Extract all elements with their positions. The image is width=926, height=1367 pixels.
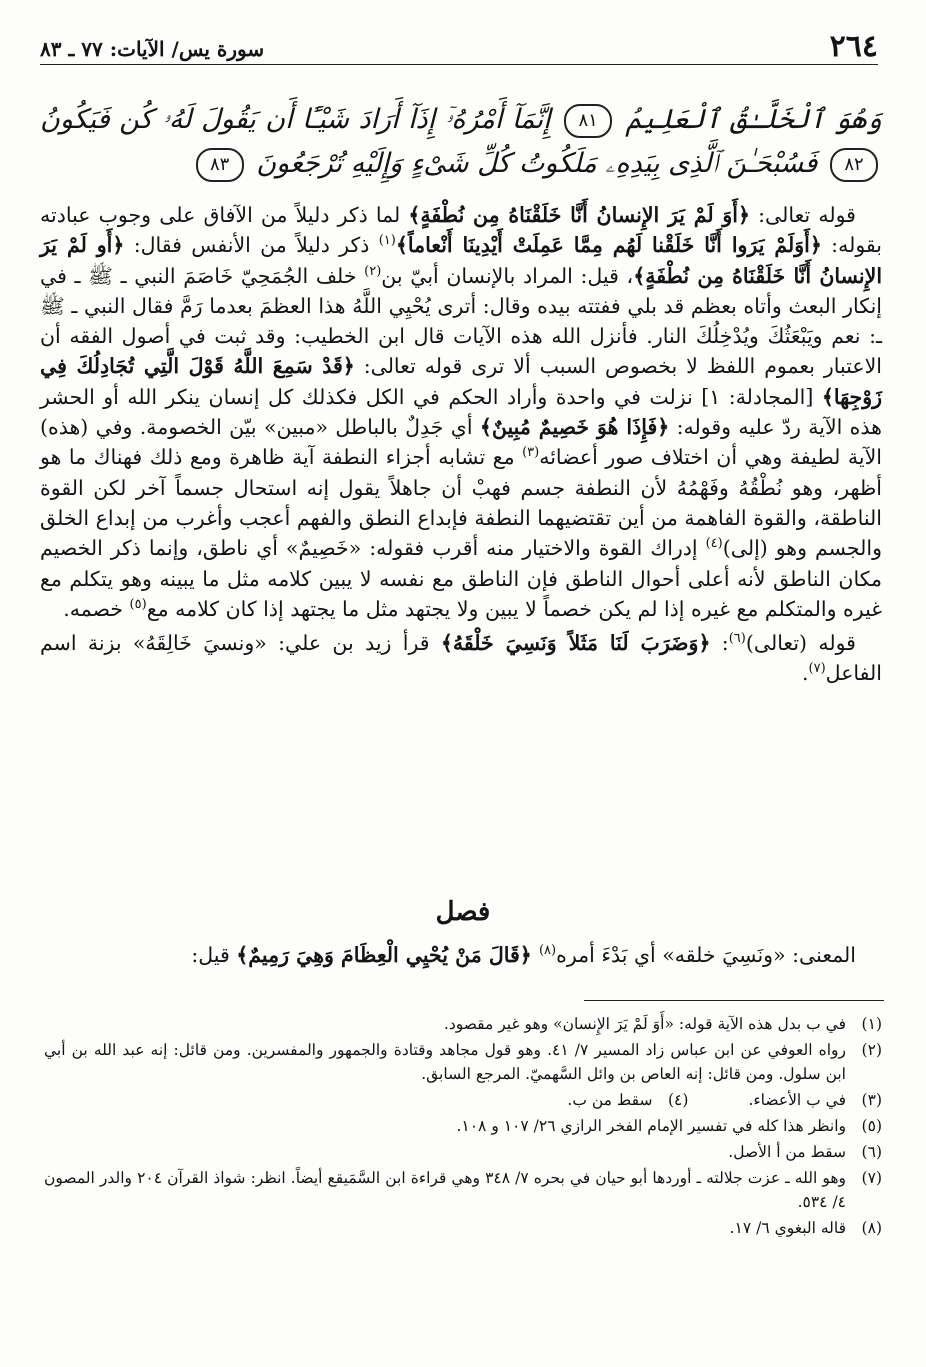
footnote-ref-4[interactable]: (٤) (705, 536, 723, 552)
quran-quote: ﴿أَوَ لَمْ يَرَ الإِنسانُ أَنَّا خَلَقْنَاهُ مِن نُطْفَةٍ﴾ (408, 203, 750, 227)
footnote-number: (٧) (861, 1169, 882, 1187)
footnote-text: وانظر هذا كله في تفسير الإمام الفخر الرازي ٢٦/ ١٠٧ و ١٠٨. (456, 1117, 846, 1135)
footnote-number: (٤) (667, 1091, 689, 1109)
text-run: . (802, 661, 809, 686)
quran-quote: ﴿أَو لَمْ يَرَ الإِنسانُ أَنَّا خَلَقْنَاهُ مِن نُطْفَةٍ﴾ (40, 233, 883, 288)
section-meaning (40, 940, 856, 970)
footnote-ref-3[interactable]: (٣) (522, 445, 540, 461)
footnote-text: في ب بدل هذه الآية قوله: «أَوَ لَمْ يَرَ الإِنسان» وهو غير مقصود. (443, 1015, 846, 1033)
page-header (40, 28, 878, 65)
text-run: قرأ زيد بن علي: «ونسيَ خَالِقَهُ» بزنة اسم الفاعل (40, 631, 882, 686)
footnote-ref-1[interactable]: (١) (378, 233, 396, 249)
commentary-body (40, 200, 882, 689)
text-run: مع تشابه أجزاء النطفة آية ظاهرة ومع ذلك فهناك ما هو أظهر، وهو نُطْقُهُ وفَهْمُهُ لأن النطفة جسم فهبْ أن جاهلاً يقول إنه استحال جسماً آخر لكن القوة الناطقة، والقوة الفاهمة من أين تقتضيهما النطفة فإبداع النطق والفهم أعجب وأغرب من إبداع الخلق والجسم وهو (إلى) (40, 445, 882, 561)
text-run: ، قيل: المراد بالإنسان أبيّ بن (381, 263, 634, 288)
section-heading: فصل (435, 897, 491, 927)
footnote-4 (567, 1088, 688, 1112)
text-run: خلف الجُمَحِيّ خَاصَمَ النبي ـ ﷺ ـ في إنكار البعث وأتاه بعظم قد بلي ففتته بيده وقال: أترى يُحْيِي اللَّهُ هذا العظمَ بعدما رَمَّ فقال النبي ـ ﷺ ـ: نعم ويَبْعَثُكَ ويُدْخِلُكَ النار. فأنزل الله هذه الآيات قال ابن الخطيب: وقد ثبت في أصول الفقه أن الاعتبار بعموم اللفظ لا بخصوص السبب ألا ترى قوله تعالى: (40, 263, 882, 379)
quran-quote: ﴿أَوَلَمْ يَرَوا أَنَّا خَلَقْنا لَهُم مِمَّا عَمِلَتْ أَيْدِينَا أَنْعاماً﴾ (395, 233, 822, 258)
footnote-3 (748, 1088, 882, 1112)
page-number: ٢٦٤ (829, 29, 878, 64)
verse-82-text: إِنَّمَآ أَمْرُهُۥٓ إِذَآ أَرَادَ شَيْـًٔا أَن يَقُولَ لَهُۥ كُن فَيَكُونُ (40, 104, 551, 135)
text-run: ذكر دليلاً من الأنفس فقال: (124, 233, 379, 258)
text-run: لما ذكر دليلاً من الآفاق على وجوب عبادته بقوله: (40, 203, 882, 258)
footnote-number: (٨) (861, 1219, 882, 1237)
footnote-8 (44, 1216, 882, 1240)
text-run: المعنى: «ونَسِيَ خلقه» أي بَدْءَ أمره (556, 943, 856, 967)
footnote-ref-6[interactable]: (٦) (728, 631, 746, 647)
footnote-number: (٢) (861, 1041, 882, 1059)
text-run: : (710, 631, 729, 656)
footnote-ref-5[interactable]: (٥) (129, 597, 147, 613)
footnote-6 (44, 1140, 882, 1164)
quran-quote: ﴿قَدْ سَمِعَ اللَّهُ قَوْلَ الَّتِي تُجَادِلُكَ فِي زَوْجِهَا﴾ (40, 354, 882, 409)
footnote-2 (44, 1038, 882, 1086)
quran-verses (40, 98, 882, 186)
text-run: قيل: (191, 943, 237, 967)
verse-number-81: ٨١ (564, 104, 612, 138)
verse-number-82: ٨٢ (830, 148, 878, 182)
verse-81-text: وَهُوَ ٱلْخَلَّـٰقُ ٱلْعَلِيمُ (625, 104, 882, 135)
footnote-ref-8[interactable]: (٨) (538, 943, 557, 959)
footnote-number: (٦) (861, 1143, 882, 1161)
footnote-text: وهو الله ـ عزت جلالته ـ أوردها أبو حيان في بحره ٧/ ٣٤٨ وهي قراءة ابن السَّمَيقع أيضاً. انظر: شواذ القرآن ٢٠٤ والدر المصون ٤/ ٥٣٤. (44, 1169, 846, 1211)
footnote-7 (44, 1166, 882, 1214)
footnote-5 (44, 1114, 882, 1138)
paragraph (40, 200, 882, 624)
text-run: قوله (تعالى) (745, 631, 856, 656)
footnotes (44, 1012, 882, 1242)
quran-quote: ﴿قَالَ مَنْ يُحْيِي الْعِظَامَ وَهِيَ رَمِيمٌ﴾ (236, 943, 539, 967)
footnote-text: رواه العوفي عن ابن عباس زاد المسير ٧/ ٤١. وهو قول مجاهد وقتادة والجمهور والمفسرين. ومن قائل: إنه عبد الله بن أبي ابن سلول. ومن قائل: إنه العاص بن وائل السَّهميّ. المرجع السابق. (44, 1041, 846, 1083)
text-run: إدراك القوة والاختيار منه أقرب فقوله: «خَصِيمٌ» أي ناطق، وإنما ذكر الخصيم مكان الناطق لأنه أعلى أحوال الناطق فإن الناطق مع نفسه لا يبين كلامه مثل ما يبينه وهو يتكلم مع غيره والمتكلم مع غيره إذا لم يكن خصماً لا يبين ولا يجتهد مثل ما يجتهد إذا كان كلامه مع (40, 536, 882, 621)
paragraph (40, 628, 882, 689)
footnote-3-4 (44, 1088, 882, 1112)
footnote-text: سقط من ب. (567, 1091, 653, 1109)
footnote-divider (584, 1000, 884, 1001)
verse-83-text: فَسُبْحَـٰنَ ٱلَّذِى بِيَدِهِۦ مَلَكُوتُ كُلِّ شَىْءٍ وَإِلَيْهِ تُرْجَعُونَ (256, 148, 818, 179)
footnote-number: (٥) (861, 1117, 882, 1135)
text-run: [المجادلة: ١] نزلت في واحدة وأراد الحكم في الكل فكذلك كل إنسان ينكر الله أو الحشر هذه الآية ردّ عليه وقوله: (40, 384, 882, 440)
footnote-ref-7[interactable]: (٧) (808, 661, 826, 677)
footnote-number: (١) (861, 1015, 882, 1033)
footnote-ref-2[interactable]: (٢) (364, 263, 382, 279)
footnote-number: (٣) (861, 1091, 882, 1109)
footnote-text: سقط من أ الأصل. (728, 1143, 846, 1161)
footnote-text: قاله البغوي ٦/ ١٧. (729, 1219, 846, 1237)
text-run: خصمه. (63, 596, 130, 621)
text-run: أي جَدِلٌ بالباطل «مبين» بيّن الخصومة. وفي (هذه) الآية لطيفة وهي أن اختلاف صور أعضائه (40, 415, 882, 470)
quran-quote: ﴿فَإِذَا هُوَ خَصِيمٌ مُبِينٌ﴾ (479, 415, 670, 440)
quran-quote: ﴿وَضَرَبَ لَنَا مَثَلاً وَنَسِيَ خَلْقَهُ﴾ (440, 631, 711, 656)
footnote-1 (44, 1012, 882, 1036)
footnote-text: في ب الأعضاء. (748, 1091, 846, 1109)
verse-number-83: ٨٣ (196, 148, 244, 182)
running-title: سورة يس/ الآيات: ٧٧ ـ ٨٣ (40, 37, 265, 61)
text-run: قوله تعالى: (750, 203, 856, 227)
